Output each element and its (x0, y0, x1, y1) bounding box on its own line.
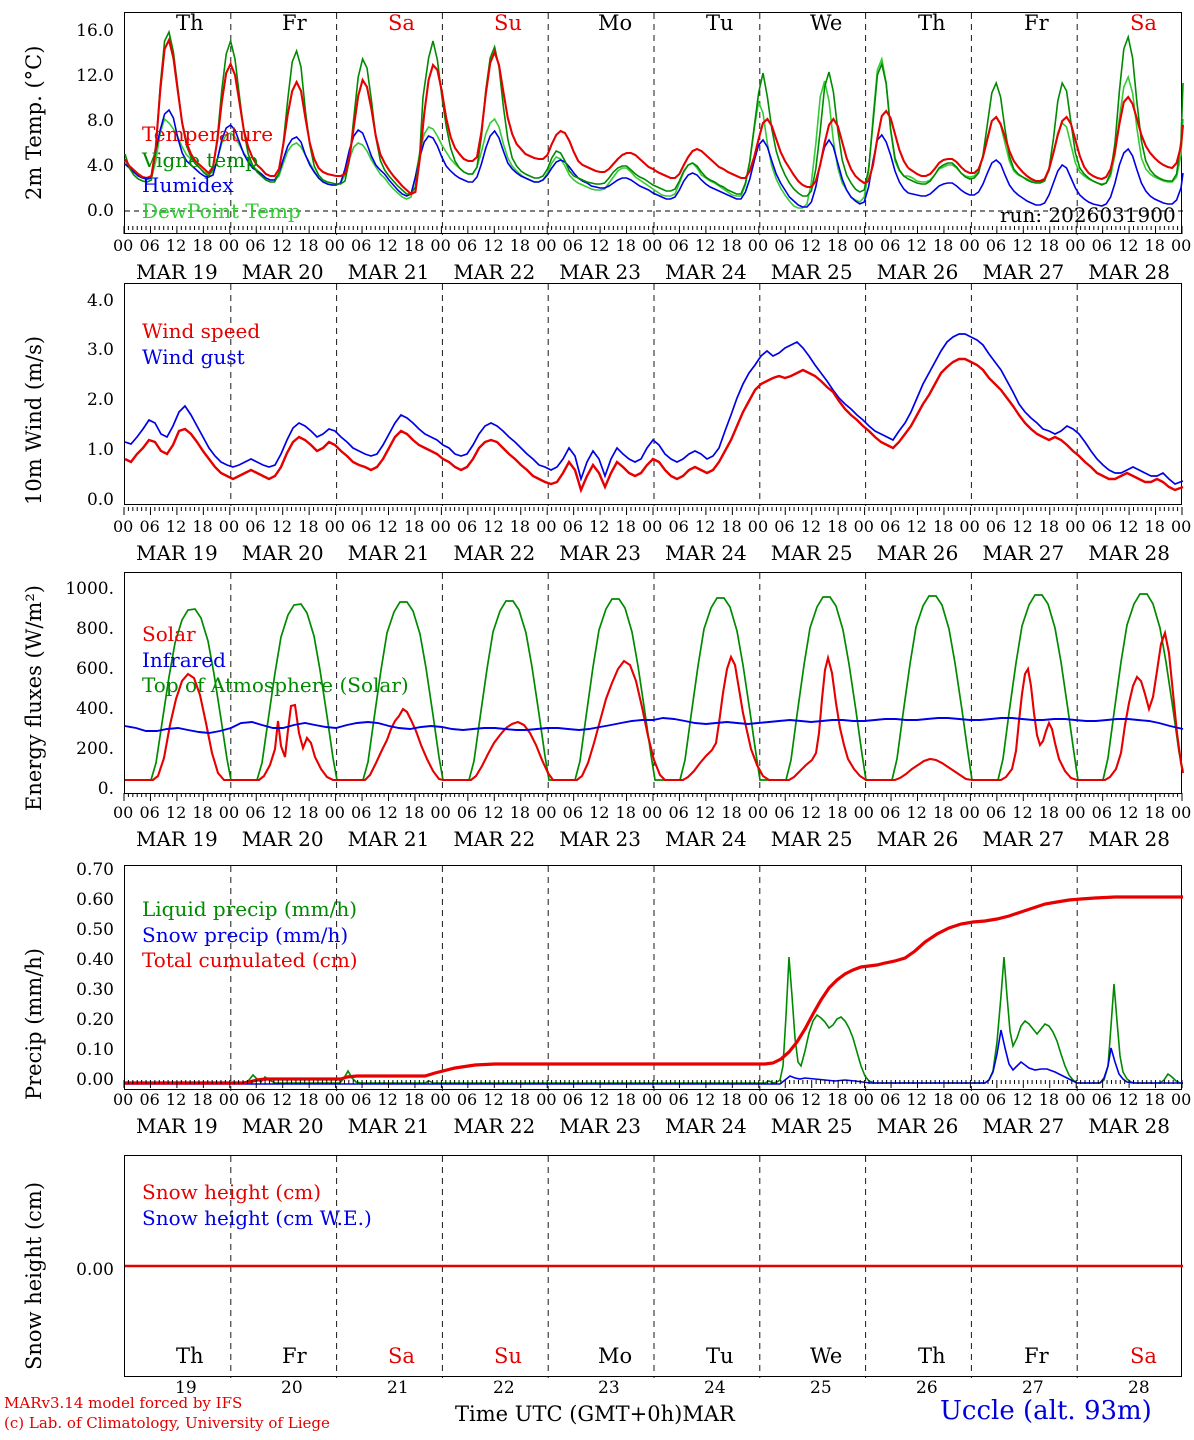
hour-tick-label: 18 (932, 803, 954, 822)
date-label: MAR 19 (135, 260, 218, 284)
legend-snow-height: Snow height (cm) (142, 1180, 322, 1204)
hour-tick-label: 12 (1118, 1090, 1139, 1109)
hour-tick-label: 06 (456, 517, 478, 536)
hour-tick-label: 00 (324, 236, 345, 255)
hour-tick-label: 06 (880, 1090, 901, 1109)
hour-tick-label: 00 (218, 236, 240, 255)
hour-tick-label: 00 (747, 803, 769, 822)
wind-ytick-1: 1.0 (86, 440, 114, 460)
hour-tick-label: 18 (403, 236, 425, 255)
hour-tick-label: 00 (853, 1090, 874, 1109)
hour-tick-label: 18 (827, 517, 848, 536)
hour-tick-label: 00 (536, 1090, 557, 1109)
hour-tick-label: 18 (509, 803, 531, 822)
hour-tick-label: 06 (668, 803, 689, 822)
hour-tick-label: 18 (509, 517, 531, 536)
temp-ytick-0: 0.0 (86, 201, 114, 221)
hour-tick-label: 00 (1171, 236, 1192, 255)
dow-bottom-1: Fr (282, 1344, 307, 1368)
hour-tick-label: 12 (800, 517, 822, 536)
hour-tick-label: 06 (456, 1090, 478, 1109)
hour-tick-label: 18 (1144, 1090, 1165, 1109)
date-label: MAR 20 (241, 1114, 324, 1138)
hour-tick-label: 06 (774, 803, 795, 822)
energy-ytick-200: 200. (76, 739, 114, 759)
hour-tick-label: 18 (827, 236, 848, 255)
date-label: MAR 20 (241, 260, 324, 284)
hour-tick-label: 18 (192, 1090, 213, 1109)
hour-tick-label: 12 (694, 517, 716, 536)
legend-snow-precip: Snow precip (mm/h) (142, 922, 349, 947)
hour-tick-label: 12 (377, 803, 398, 822)
dow-bottom-0: Th (176, 1344, 204, 1368)
date-label: MAR 23 (559, 827, 641, 851)
legend-snow-height-we: Snow height (cm W.E.) (142, 1205, 372, 1230)
hour-tick-label: 06 (456, 803, 478, 822)
date-label: MAR 21 (347, 827, 430, 851)
energy-ytick-800: 800. (76, 619, 114, 639)
hour-tick-label: 00 (1171, 803, 1192, 822)
hour-tick-label: 06 (139, 517, 160, 536)
hour-tick-label: 18 (721, 1090, 742, 1109)
hour-tick-label: 06 (880, 517, 901, 536)
date-label: MAR 23 (559, 1114, 641, 1138)
dow-top-1: Fr (282, 11, 307, 35)
hour-tick-label: 12 (271, 1090, 293, 1109)
date-label: MAR 25 (770, 260, 853, 284)
hour-tick-label: 00 (959, 1090, 980, 1109)
hour-tick-marks (124, 1080, 1182, 1088)
hour-tick-label: 12 (377, 236, 398, 255)
hour-tick-label: 06 (245, 803, 266, 822)
precip-ytick-010: 0.10 (76, 1040, 114, 1060)
date-label: MAR 27 (982, 827, 1065, 851)
energy-ytick-600: 600. (76, 659, 114, 679)
hour-tick-label: 18 (1038, 1090, 1060, 1109)
hour-tick-label: 00 (324, 517, 345, 536)
hour-tick-label: 12 (800, 1090, 822, 1109)
energy-legend (142, 622, 409, 699)
hour-tick-label: 00 (642, 236, 663, 255)
daynum-9: 28 (1128, 1378, 1150, 1398)
hour-tick-label: 12 (1012, 236, 1033, 255)
legend-vigne-temp: Vigne temp (142, 147, 259, 172)
date-label: MAR 23 (559, 541, 641, 565)
hour-tick-label: 00 (853, 803, 874, 822)
wind-ytick-0: 0.0 (86, 490, 114, 510)
wind-plot-area (124, 283, 1182, 505)
hour-tick-label: 12 (1012, 803, 1033, 822)
hour-tick-label: 18 (721, 236, 742, 255)
hour-tick-label: 00 (324, 803, 345, 822)
temp-ytick-12: 12.0 (76, 66, 114, 86)
date-label: MAR 28 (1088, 1114, 1170, 1138)
hour-tick-label: 12 (1118, 236, 1139, 255)
hour-tick-label: 00 (853, 236, 874, 255)
hour-tick-label: 12 (271, 517, 293, 536)
temp-ytick-16: 16.0 (76, 21, 114, 41)
dow-bottom-3: Su (494, 1344, 522, 1368)
hour-tick-label: 00 (536, 803, 557, 822)
temp-ytick-8: 8.0 (86, 111, 114, 131)
dow-bottom-8: Fr (1024, 1344, 1049, 1368)
hour-tick-label: 06 (139, 236, 160, 255)
hour-tick-label: 06 (1091, 1090, 1112, 1109)
date-label: MAR 21 (347, 541, 430, 565)
hour-tick-label: 06 (774, 1090, 795, 1109)
hour-tick-label: 12 (165, 517, 187, 536)
hour-tick-label: 00 (747, 1090, 769, 1109)
snow-y-axis-label: Snow height (cm) (22, 1181, 46, 1370)
hour-tick-label: 12 (589, 236, 610, 255)
hour-tick-label: 06 (351, 517, 372, 536)
hour-tick-label: 18 (615, 236, 636, 255)
date-label: MAR 22 (453, 827, 536, 851)
hour-tick-label: 18 (1144, 517, 1165, 536)
hour-tick-label: 18 (932, 517, 954, 536)
date-label: MAR 20 (241, 541, 324, 565)
date-label: MAR 24 (664, 260, 747, 284)
dow-top-2: Sa (388, 11, 415, 35)
panel-snow-height (0, 1150, 1194, 1400)
date-label: MAR 28 (1088, 827, 1170, 851)
date-label: MAR 21 (347, 260, 430, 284)
date-label: MAR 28 (1088, 541, 1170, 565)
hour-tick-marks (124, 793, 1182, 801)
hour-tick-label: 18 (1144, 236, 1165, 255)
hour-tick-label: 12 (1118, 517, 1139, 536)
hour-tick-label: 12 (800, 236, 822, 255)
dow-bottom-5: Tu (706, 1344, 734, 1368)
hour-tick-label: 00 (642, 517, 663, 536)
hour-tick-label: 12 (377, 517, 398, 536)
hour-tick-label: 12 (906, 517, 927, 536)
precip-legend (142, 897, 358, 974)
legend-toa-solar: Top of Atmosphere (Solar) (142, 673, 409, 698)
dow-top-0: Th (176, 11, 204, 35)
hour-tick-label: 06 (245, 1090, 266, 1109)
hour-tick-label: 12 (271, 236, 293, 255)
hour-tick-label: 18 (1038, 236, 1060, 255)
hour-tick-label: 12 (694, 803, 716, 822)
hour-tick-label: 18 (721, 517, 742, 536)
dow-bottom-7: Th (918, 1344, 946, 1368)
hour-tick-label: 00 (430, 236, 451, 255)
hour-tick-label: 00 (1065, 236, 1086, 255)
hour-tick-label: 06 (562, 236, 583, 255)
energy-ytick-1000: 1000. (65, 579, 114, 599)
hour-tick-label: 06 (139, 1090, 160, 1109)
hour-tick-label: 18 (509, 1090, 531, 1109)
hour-tick-label: 00 (430, 517, 451, 536)
hour-tick-label: 18 (827, 803, 848, 822)
dow-top-6: We (810, 11, 843, 35)
hour-tick-label: 06 (245, 517, 266, 536)
legend-humidex: Humidex (142, 173, 234, 198)
hour-tick-label: 18 (403, 803, 425, 822)
dow-bottom-6: We (810, 1344, 843, 1368)
hour-tick-label: 18 (1144, 803, 1165, 822)
hour-tick-label: 00 (218, 803, 240, 822)
hour-tick-label: 00 (642, 1090, 663, 1109)
snow-legend (142, 1180, 372, 1231)
hour-tick-label: 00 (218, 517, 240, 536)
date-label: MAR 26 (876, 260, 959, 284)
wind-ytick-2: 2.0 (86, 390, 114, 410)
date-label: MAR 20 (241, 827, 324, 851)
date-label: MAR 25 (770, 541, 853, 565)
hour-tick-label: 18 (298, 517, 319, 536)
hour-tick-label: 06 (880, 236, 901, 255)
hour-tick-label: 12 (483, 517, 504, 536)
temp-ytick-4: 4.0 (86, 156, 114, 176)
hour-tick-label: 12 (165, 236, 187, 255)
hour-tick-label: 06 (1091, 236, 1112, 255)
temp-legend (142, 122, 301, 224)
hour-tick-label: 06 (245, 236, 266, 255)
time-axis-label-month: MAR (682, 1402, 735, 1426)
hour-tick-label: 18 (298, 236, 319, 255)
hour-tick-label: 18 (932, 236, 954, 255)
date-label: MAR 24 (664, 541, 747, 565)
hour-tick-label: 12 (483, 236, 504, 255)
hour-tick-label: 06 (774, 236, 795, 255)
legend-dewpoint-temp: DewPoint Temp (142, 198, 301, 223)
hour-tick-label: 00 (1065, 1090, 1086, 1109)
energy-ytick-0: 0. (97, 779, 114, 799)
hour-tick-label: 06 (985, 1090, 1007, 1109)
hour-tick-label: 00 (113, 803, 134, 822)
hour-tick-label: 00 (642, 803, 663, 822)
hour-tick-label: 18 (932, 1090, 954, 1109)
legend-infrared: Infrared (142, 647, 226, 672)
hour-tick-label: 06 (880, 803, 901, 822)
hour-tick-label: 06 (562, 803, 583, 822)
footer-model-line: MARv3.14 model forced by IFS (4, 1394, 243, 1412)
legend-wind-gust: Wind gust (142, 344, 245, 369)
date-label: MAR 26 (876, 827, 959, 851)
hour-tick-label: 12 (800, 803, 822, 822)
hour-tick-label: 06 (1091, 517, 1112, 536)
snow-ytick-0: 0.00 (76, 1260, 114, 1280)
time-axis-label-text: Time UTC (GMT+0h) (455, 1402, 683, 1426)
hour-tick-label: 00 (430, 1090, 451, 1109)
date-label: MAR 24 (664, 1114, 747, 1138)
station-label: Uccle (alt. 93m) (940, 1396, 1152, 1426)
precip-ytick-050: 0.50 (76, 920, 114, 940)
hour-tick-label: 18 (192, 236, 213, 255)
hour-tick-label: 06 (562, 517, 583, 536)
hour-tick-label: 06 (668, 517, 689, 536)
wind-svg (125, 284, 1183, 506)
hour-tick-label: 12 (694, 1090, 716, 1109)
hour-tick-label: 06 (985, 803, 1007, 822)
hour-tick-label: 00 (113, 1090, 134, 1109)
hour-tick-label: 00 (747, 517, 769, 536)
dow-top-5: Tu (706, 11, 734, 35)
energy-ytick-400: 400. (76, 699, 114, 719)
hour-tick-label: 12 (165, 803, 187, 822)
dow-bottom-2: Sa (388, 1344, 415, 1368)
energy-y-axis-label: Energy fluxes (W/m²) (22, 585, 46, 811)
hour-tick-label: 18 (192, 517, 213, 536)
date-label: MAR 22 (453, 541, 536, 565)
hour-tick-label: 12 (1118, 803, 1139, 822)
hour-tick-label: 00 (113, 517, 134, 536)
legend-temperature: Temperature (142, 122, 274, 146)
hour-tick-label: 06 (139, 803, 160, 822)
legend-total-cumulated: Total cumulated (cm) (142, 948, 358, 973)
daynum-6: 25 (810, 1378, 832, 1398)
hour-tick-label: 18 (615, 517, 636, 536)
date-label: MAR 27 (982, 260, 1065, 284)
hour-tick-label: 12 (1012, 517, 1033, 536)
wind-ytick-4: 4.0 (86, 291, 114, 311)
date-label: MAR 23 (559, 260, 641, 284)
hour-tick-label: 00 (959, 236, 980, 255)
hour-tick-label: 12 (694, 236, 716, 255)
hour-tick-label: 12 (906, 1090, 927, 1109)
hour-tick-label: 06 (351, 1090, 372, 1109)
date-label: MAR 21 (347, 1114, 430, 1138)
hour-tick-label: 18 (192, 803, 213, 822)
daynum-7: 26 (916, 1378, 938, 1398)
hour-tick-label: 06 (1091, 803, 1112, 822)
daynum-0: 19 (175, 1378, 197, 1398)
hour-tick-label: 06 (985, 517, 1007, 536)
hour-tick-label: 12 (589, 1090, 610, 1109)
hour-tick-label: 12 (483, 803, 504, 822)
hour-tick-label: 06 (985, 236, 1007, 255)
precip-ytick-000: 0.00 (76, 1070, 114, 1090)
footer-copyright-line: (c) Lab. of Climatology, University of Liege (4, 1414, 330, 1432)
hour-tick-label: 12 (906, 803, 927, 822)
hour-tick-label: 12 (483, 1090, 504, 1109)
legend-wind-speed: Wind speed (142, 319, 261, 343)
hour-tick-label: 06 (351, 236, 372, 255)
dow-top-7: Th (918, 11, 946, 35)
precip-y-axis-label: Precip (mm/h) (22, 947, 46, 1100)
wind-y-axis-label: 10m Wind (m/s) (22, 335, 46, 505)
hour-tick-label: 00 (536, 236, 557, 255)
hour-tick-label: 00 (218, 1090, 240, 1109)
hour-tick-label: 12 (906, 236, 927, 255)
hour-tick-label: 06 (668, 236, 689, 255)
hour-tick-label: 18 (1038, 803, 1060, 822)
hour-tick-label: 06 (774, 517, 795, 536)
hour-tick-marks (124, 507, 1182, 515)
hour-tick-label: 18 (403, 1090, 425, 1109)
hour-tick-marks (124, 226, 1182, 234)
hour-tick-label: 00 (430, 803, 451, 822)
date-label: MAR 28 (1088, 260, 1170, 284)
hour-tick-label: 18 (403, 517, 425, 536)
hour-tick-label: 12 (271, 803, 293, 822)
date-label: MAR 25 (770, 1114, 853, 1138)
date-label: MAR 27 (982, 541, 1065, 565)
hour-tick-label: 00 (536, 517, 557, 536)
daynum-4: 23 (598, 1378, 620, 1398)
hour-tick-label: 18 (298, 803, 319, 822)
hour-tick-label: 18 (509, 236, 531, 255)
date-label: MAR 19 (135, 541, 218, 565)
precip-ytick-020: 0.20 (76, 1010, 114, 1030)
precip-ytick-040: 0.40 (76, 950, 114, 970)
daynum-1: 20 (281, 1378, 303, 1398)
legend-liquid-precip: Liquid precip (mm/h) (142, 897, 358, 921)
hour-tick-label: 12 (589, 803, 610, 822)
hour-tick-label: 00 (1171, 517, 1192, 536)
hour-tick-label: 12 (377, 1090, 398, 1109)
date-label: MAR 26 (876, 1114, 959, 1138)
date-label: MAR 27 (982, 1114, 1065, 1138)
date-label: MAR 22 (453, 1114, 536, 1138)
hour-tick-label: 00 (747, 236, 769, 255)
date-label: MAR 22 (453, 260, 536, 284)
hour-tick-label: 00 (113, 236, 134, 255)
dow-top-3: Su (494, 11, 522, 35)
hour-tick-label: 12 (1012, 1090, 1033, 1109)
hour-tick-label: 00 (1065, 517, 1086, 536)
hour-tick-label: 00 (853, 517, 874, 536)
daynum-2: 21 (387, 1378, 409, 1398)
date-label: MAR 26 (876, 541, 959, 565)
hour-tick-label: 06 (562, 1090, 583, 1109)
date-label: MAR 24 (664, 827, 747, 851)
legend-solar: Solar (142, 622, 196, 646)
date-label: MAR 25 (770, 827, 853, 851)
daynum-8: 27 (1022, 1378, 1044, 1398)
hour-tick-label: 06 (456, 236, 478, 255)
hour-tick-label: 00 (1065, 803, 1086, 822)
hour-tick-label: 00 (959, 517, 980, 536)
date-label: MAR 19 (135, 827, 218, 851)
daynum-5: 24 (704, 1378, 726, 1398)
wind-legend (142, 319, 260, 370)
precip-ytick-070: 0.70 (76, 860, 114, 880)
hour-tick-label: 00 (959, 803, 980, 822)
hour-tick-label: 18 (298, 1090, 319, 1109)
hour-tick-label: 18 (615, 803, 636, 822)
dow-top-4: Mo (598, 11, 633, 35)
time-axis-label (455, 1402, 735, 1426)
hour-tick-label: 00 (324, 1090, 345, 1109)
temp-y-axis-label: 2m Temp. (°C) (22, 45, 46, 200)
dow-bottom-4: Mo (598, 1344, 633, 1368)
precip-ytick-060: 0.60 (76, 890, 114, 910)
hour-tick-label: 18 (827, 1090, 848, 1109)
hour-tick-label: 06 (668, 1090, 689, 1109)
wind-ytick-3: 3.0 (86, 340, 114, 360)
hour-tick-label: 00 (1171, 1090, 1192, 1109)
dow-top-8: Fr (1024, 11, 1049, 35)
hour-tick-label: 18 (721, 803, 742, 822)
hour-tick-label: 12 (589, 517, 610, 536)
hour-tick-label: 12 (165, 1090, 187, 1109)
precip-ytick-030: 0.30 (76, 980, 114, 1000)
run-label: run: 2026031900 (1000, 203, 1176, 227)
dow-bottom-9: Sa (1130, 1344, 1157, 1368)
daynum-3: 22 (493, 1378, 515, 1398)
hour-tick-label: 06 (351, 803, 372, 822)
date-label: MAR 19 (135, 1114, 218, 1138)
hour-tick-label: 18 (615, 1090, 636, 1109)
hour-tick-label: 18 (1038, 517, 1060, 536)
dow-top-9: Sa (1130, 11, 1157, 35)
